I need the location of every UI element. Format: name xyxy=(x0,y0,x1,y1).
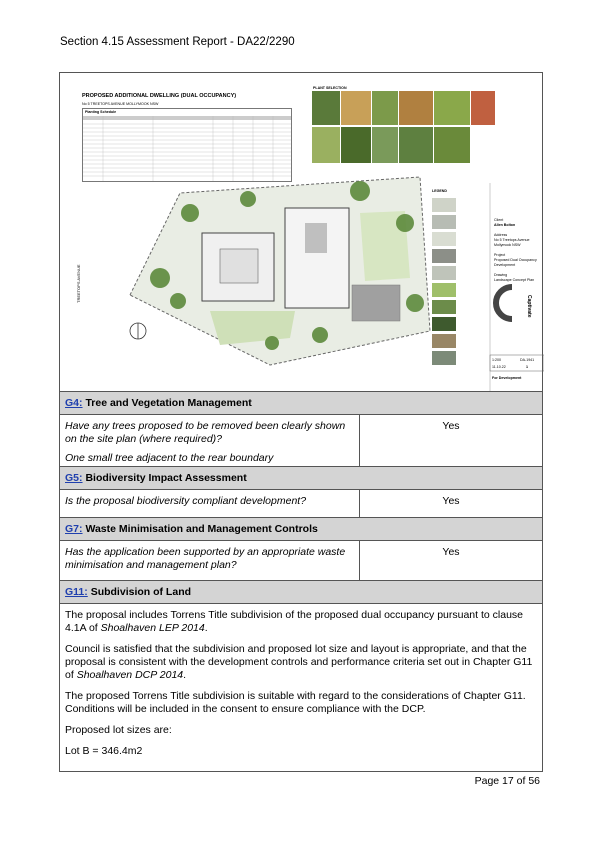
section-link-g11[interactable]: G11: xyxy=(65,586,88,598)
question-row-g7 xyxy=(60,540,542,580)
report-header: Section 4.15 Assessment Report - DA22/2290 xyxy=(60,36,295,48)
plan-subtitle: No 5 TREETOPS AVENUE MOLLYMOOK NSW xyxy=(82,102,159,106)
answer-cell: Yes xyxy=(442,495,460,507)
plant-photos xyxy=(312,91,495,163)
client-value: Allen Bolton xyxy=(494,223,516,227)
scale-value: 1:200 xyxy=(492,358,501,362)
plan-graphics xyxy=(60,73,544,391)
assessment-table xyxy=(59,72,543,772)
drawing-value: Landscape Concept Plan xyxy=(494,278,535,282)
status-value: For Development xyxy=(492,376,522,380)
client-label: Client xyxy=(494,218,504,222)
paragraph-dcp: Council is satisfied that the subdivision and proposed lot size and layout is appropriate, and that the proposal is consistent with the development controls and performance criteria set out in Chapter G11 of Shoalhaven DCP 2014. xyxy=(65,643,533,681)
plant-selection-label: PLANT SELECTION xyxy=(313,86,347,90)
address-label: Address xyxy=(494,233,508,237)
question-text: Have any trees proposed to be removed been clearly shown on the site plan (where required)? xyxy=(65,420,346,445)
section-title-g11: Subdivision of Land xyxy=(90,586,192,598)
firm-logo: Captivate xyxy=(526,295,532,318)
section-heading-g11 xyxy=(60,580,542,603)
section-heading-g4 xyxy=(60,391,542,414)
answer-cell: Yes xyxy=(442,546,460,558)
project-value: Proposed Dual Occupancy Development xyxy=(494,258,537,267)
section-link-g7[interactable]: G7: xyxy=(65,523,83,535)
issue-value: 1 xyxy=(526,365,528,369)
drawing-label: Drawing xyxy=(494,273,508,277)
question-cell: Has the application been supported by an appropriate waste minimisation and management plan? xyxy=(60,541,360,580)
subdivision-body xyxy=(60,603,542,771)
section-title-g4: Tree and Vegetation Management xyxy=(85,397,252,409)
answer-cell: Yes xyxy=(442,420,460,432)
paragraph-lot-sizes: Proposed lot sizes are: xyxy=(65,724,172,736)
lot-b-size: Lot B = 346.4m2 xyxy=(65,745,143,757)
date-value: 11.10.22 xyxy=(492,365,506,369)
paragraph-torrens: The proposed Torrens Title subdivision is suitable with regard to the considerations of Chapter G11. Conditions will be included in the consent to ensure compliance with the DCP. xyxy=(65,690,526,715)
section-heading-g5 xyxy=(60,466,542,489)
section-title-g5: Biodiversity Impact Assessment xyxy=(85,472,247,484)
paragraph-lep: The proposal includes Torrens Title subdivision of the proposed dual occupancy pursuant to clause 4.1A of Shoalhaven LEP 2014. xyxy=(65,609,524,634)
plan-title: PROPOSED ADDITIONAL DWELLING (DUAL OCCUPANCY) xyxy=(82,93,237,99)
address-value: No 5 Treetops Avenue Mollymook NSW xyxy=(494,238,530,247)
section-heading-g7 xyxy=(60,517,542,540)
drawing-number: DA-1941 xyxy=(520,358,535,362)
page-number: Page 17 of 56 xyxy=(474,775,540,787)
question-cell: Is the proposal biodiversity compliant development? xyxy=(60,490,360,517)
question-cell xyxy=(60,415,360,466)
section-title-g7: Waste Minimisation and Management Controls xyxy=(85,523,318,535)
question-note: One small tree adjacent to the rear boundary xyxy=(65,452,274,464)
section-link-g4[interactable]: G4: xyxy=(65,397,83,409)
svg-text:TREETOPS AVENUE: TREETOPS AVENUE xyxy=(76,264,81,303)
legend-swatches xyxy=(432,198,456,365)
section-link-g5[interactable]: G5: xyxy=(65,472,83,484)
legend-label: LEGEND xyxy=(432,189,447,193)
planting-schedule-label: Planting Schedule xyxy=(85,110,117,114)
question-row-g5 xyxy=(60,489,542,517)
project-label: Project xyxy=(494,253,506,257)
landscape-plan-drawing xyxy=(60,73,542,391)
question-row-g4 xyxy=(60,414,542,466)
